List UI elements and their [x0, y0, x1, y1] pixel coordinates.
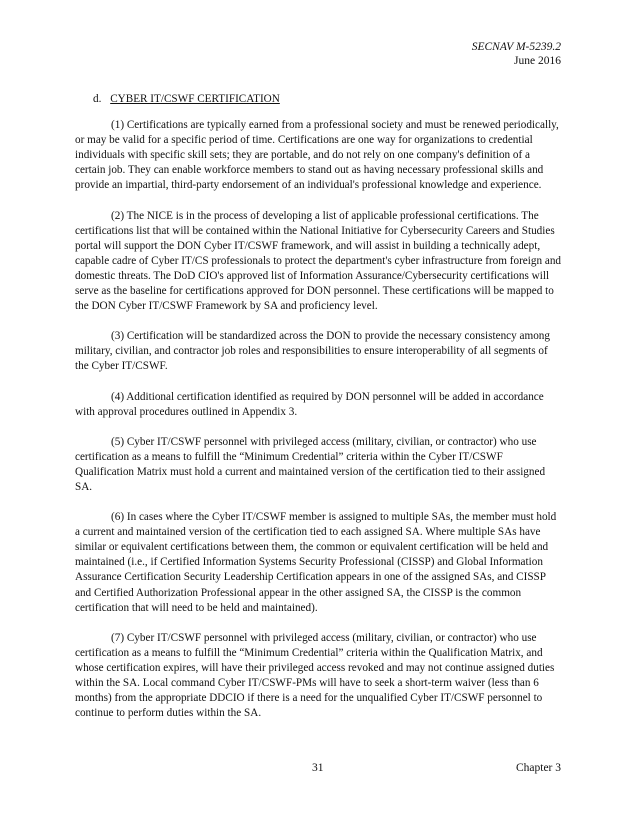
- paragraph-2: (2) The NICE is in the process of developing a list of applicable professional certifications. The certifications list that will be contained within the National Initiative for Cybersecurity Careers and Studies portal will support the DON Cyber IT/CSWF framework, and will assist in building a technically adept, capable cadre of Cyber IT/CS professionals to protect the department's cyber infrastructure from foreign and domestic threats. The DoD CIO's approved list of Information Assurance/Cybersecurity certifications will serve as the baseline for certifications approved for DON personnel. These certifications will be mapped to the DON Cyber IT/CSWF Framework by SA and proficiency level.: [75, 209, 562, 313]
- document-date: June 2016: [514, 55, 561, 67]
- page-header: [472, 40, 561, 68]
- document-id: SECNAV M-5239.2: [471, 41, 561, 53]
- section-title: CYBER IT/CSWF CERTIFICATION: [110, 93, 280, 105]
- section-label: d.: [93, 93, 102, 105]
- paragraph-6: (6) In cases where the Cyber IT/CSWF member is assigned to multiple SAs, the member must hold a current and maintained version of the certification tied to each assigned SA. Where multiple SAs have similar or equivalent certifications between them, the common or equivalent certification will be held and maintained (i.e., if Certified Information Systems Security Professional (CISSP) and Global Information Assurance Certification Security Leadership Certification appears in one of the assigned SAs, and CISSP and Certified Authorization Professional appear in the other assigned SA, the CISSP is the common certification that will need to be held and maintained).: [75, 511, 557, 614]
- paragraph-4: (4) Additional certification identified as required by DON personnel will be added in accordance with approval procedures outlined in Appendix 3.: [75, 390, 544, 418]
- paragraph-3: (3) Certification will be standardized across the DON to provide the necessary consistency among military, civilian, and contractor job roles and responsibilities to ensure interoperability of all segments of the Cyber IT/CSWF.: [75, 330, 550, 373]
- paragraph-5: (5) Cyber IT/CSWF personnel with privileged access (military, civilian, or contractor) who use certification as a means to fulfill the “Minimum Credential” criteria within the Cyber IT/CSWF Qualification Matrix must hold a current and maintained version of the certification tied to their assigned SA.: [75, 435, 546, 493]
- section-heading: [93, 92, 563, 107]
- paragraph-7: (7) Cyber IT/CSWF personnel with privileged access (military, civilian, or contractor) who use certification as a means to fulfill the “Minimum Credential” criteria within the Qualification Matrix, and whose certification expires, will have their privileged access revoked and may not continue assigned duties within the SA. Local command Cyber IT/CSWF-PMs will have to seek a short-term waiver (less than 6 months) from the appropriate DDCIO if there is a need for the unqualified Cyber IT/CSWF personnel to continue to perform duties within the SA.: [75, 631, 555, 720]
- document-body: [75, 92, 563, 736]
- paragraph-1: (1) Certifications are typically earned from a professional society and must be renewed periodically, or may be valid for a specific period of time. Certifications are one way for organizations to credential individuals with specific skill sets; they are portable, and do not rely on one company's definition of a certain job. They can enable workforce members to stand out as having necessary professional skills and provide an impartial, third-party endorsement of an individual's professional knowledge and experience.: [75, 119, 559, 192]
- page-number: 31: [312, 762, 324, 774]
- chapter-label: Chapter 3: [515, 762, 561, 774]
